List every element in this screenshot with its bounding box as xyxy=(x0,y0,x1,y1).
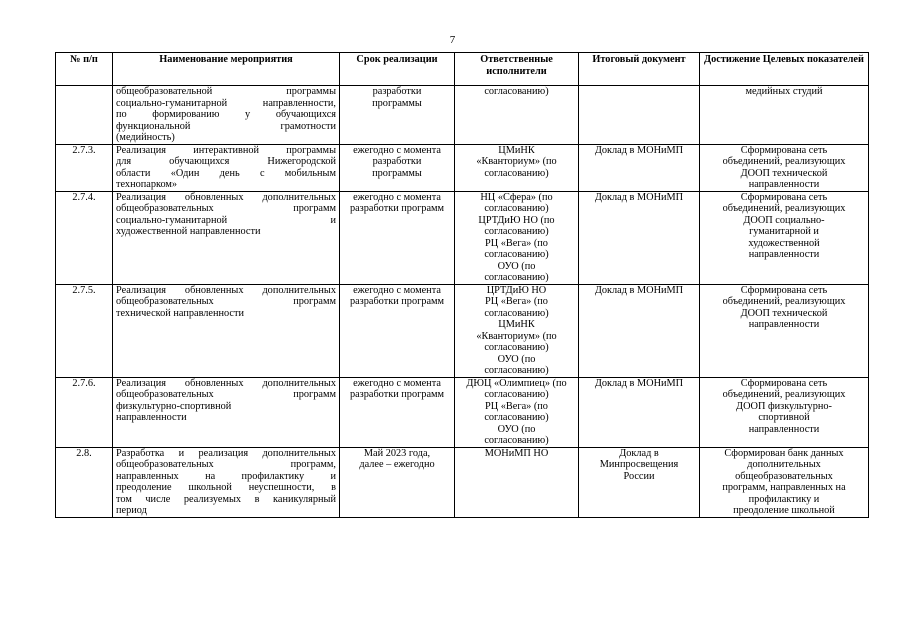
cell-text-line: России xyxy=(623,470,655,482)
table-row xyxy=(56,447,869,517)
cell-text-line: общеобразовательных программ xyxy=(116,203,336,214)
cell-text-line: направленности xyxy=(748,423,820,435)
page-number: 7 xyxy=(449,34,456,46)
cell-text-line: направленности xyxy=(748,249,820,260)
cell-executors xyxy=(455,191,579,284)
cell-text-line: объединений, реализующих xyxy=(722,389,846,400)
cell-term xyxy=(340,284,455,377)
cell-text-line: разработки программ xyxy=(349,389,445,400)
cell-text-line: согласованию) xyxy=(484,226,549,237)
cell-text-line: ежегодно с момента xyxy=(353,144,441,156)
cell-text-line: ОУО (по xyxy=(497,353,536,365)
cell-text-line: социально-гуманитарной направленности, xyxy=(116,97,336,109)
cell-targets xyxy=(700,284,869,377)
cell-text-line: согласованию) xyxy=(484,342,549,353)
table-row xyxy=(56,284,869,377)
cell-text-line: технической направленности xyxy=(116,307,245,319)
cell-text-line: ДООП технической xyxy=(740,307,828,319)
cell-text-line: программы xyxy=(372,167,422,179)
cell-text-line: ДЮЦ «Олимпиец» (по xyxy=(466,377,567,389)
cell-document xyxy=(579,86,700,145)
cell-number: 2.7.6. xyxy=(56,377,113,447)
cell-text-line: разработки xyxy=(372,86,422,97)
cell-text-line: период xyxy=(116,505,147,516)
cell-name xyxy=(113,191,340,284)
header-term: Срок реализации xyxy=(340,53,455,86)
cell-text-line: ежегодно с момента xyxy=(353,284,441,296)
cell-executors xyxy=(455,86,579,145)
cell-text-line: Реализация интерактивной программы xyxy=(116,144,336,156)
cell-text-line: ДООП физкультурно- xyxy=(736,400,832,412)
cell-text-line: ОУО (по xyxy=(497,260,536,272)
cell-text-line: согласованию) xyxy=(484,86,549,97)
cell-executors xyxy=(455,377,579,447)
cell-targets xyxy=(700,377,869,447)
table-row xyxy=(56,191,869,284)
cell-text-line: спортивной xyxy=(758,412,810,423)
table-body xyxy=(56,86,869,518)
cell-text-line: преодоление школьной xyxy=(733,505,835,516)
table-row xyxy=(56,86,869,145)
cell-text-line: Реализация обновленных дополнительных xyxy=(116,377,336,389)
cell-text-line: Реализация обновленных дополнительных xyxy=(116,191,336,203)
cell-text-line: Сформирована сеть xyxy=(740,284,828,296)
cell-text-line: разработки xyxy=(372,156,422,167)
cell-number xyxy=(56,86,113,145)
header-number: № п/п xyxy=(56,53,113,86)
table-row xyxy=(56,377,869,447)
cell-text-line: ежегодно с момента xyxy=(353,377,441,389)
cell-text-line: «Кванториум» (по xyxy=(476,330,557,342)
cell-text-line: согласованию) xyxy=(484,272,549,283)
header-targets: Достижение Целевых показателей xyxy=(700,53,869,86)
cell-text-line: согласованию) xyxy=(484,249,549,260)
cell-text-line: социально-гуманитарной и xyxy=(116,214,336,226)
cell-text-line: общеобразовательных программ xyxy=(116,296,336,307)
header-executors: Ответственные исполнители xyxy=(455,53,579,86)
cell-text-line: физкультурно-спортивной xyxy=(116,400,232,412)
cell-text-line: технопарком» xyxy=(116,179,178,190)
cell-text-line: Доклад в МОНиМП xyxy=(594,191,684,203)
cell-name xyxy=(113,86,340,145)
cell-text-line: дополнительных xyxy=(747,459,821,470)
cell-number: 2.7.4. xyxy=(56,191,113,284)
cell-term xyxy=(340,86,455,145)
cell-text-line: далее – ежегодно xyxy=(359,459,435,470)
cell-document xyxy=(579,284,700,377)
cell-text-line: «Кванториум» (по xyxy=(476,156,557,167)
cell-text-line: ОУО (по xyxy=(497,423,536,435)
cell-text-line: Сформирован банк данных xyxy=(724,447,844,459)
cell-text-line: области «Один день с мобильным xyxy=(116,167,336,179)
cell-text-line: Доклад в МОНиМП xyxy=(594,284,684,296)
cell-text-line: программы xyxy=(372,97,422,109)
cell-text-line: объединений, реализующих xyxy=(722,296,846,307)
cell-document xyxy=(579,144,700,191)
cell-name xyxy=(113,447,340,517)
cell-text-line: художественной xyxy=(748,237,820,249)
cell-text-line: НЦ «Сфера» (по xyxy=(480,191,553,203)
cell-text-line: ДООП социально- xyxy=(743,214,825,226)
cell-text-line: направленности xyxy=(748,179,820,190)
cell-targets xyxy=(700,447,869,517)
cell-text-line: преодоление школьной неуспешности, в xyxy=(116,482,336,493)
cell-text-line: согласованию) xyxy=(484,203,549,214)
cell-text-line: направленности xyxy=(748,319,820,330)
cell-text-line: Сформирована сеть xyxy=(740,144,828,156)
cell-text-line: Май 2023 года, xyxy=(363,447,431,459)
cell-text-line: ДООП технической xyxy=(740,167,828,179)
cell-document xyxy=(579,447,700,517)
cell-text-line: Доклад в xyxy=(619,447,659,459)
table-header-row xyxy=(56,53,869,86)
cell-text-line: Сформирована сеть xyxy=(740,377,828,389)
cell-text-line: Доклад в МОНиМП xyxy=(594,377,684,389)
cell-text-line: согласованию) xyxy=(484,389,549,400)
cell-text-line: Доклад в МОНиМП xyxy=(594,144,684,156)
cell-text-line: Сформирована сеть xyxy=(740,191,828,203)
cell-targets xyxy=(700,144,869,191)
cell-text-line: ЦРТДиЮ НО (по xyxy=(478,214,555,226)
cell-number: 2.7.3. xyxy=(56,144,113,191)
cell-text-line: согласованию) xyxy=(484,307,549,319)
cell-text-line: согласованию) xyxy=(484,167,549,179)
cell-text-line: общеобразовательных программ, xyxy=(116,459,336,470)
cell-text-line: МОНиМП НО xyxy=(484,447,549,459)
cell-text-line: профилактику и xyxy=(748,493,820,505)
cell-text-line: том числе реализуемых в каникулярный xyxy=(116,493,336,505)
cell-text-line: художественной направленности xyxy=(116,226,261,237)
cell-text-line: для обучающихся Нижегородской xyxy=(116,156,336,167)
cell-term xyxy=(340,377,455,447)
cell-text-line: Разработка и реализация дополнительных xyxy=(116,447,336,459)
cell-text-line: разработки программ xyxy=(349,296,445,307)
table-row xyxy=(56,144,869,191)
cell-text-line: направленных на профилактику и xyxy=(116,470,336,482)
cell-text-line: разработки программ xyxy=(349,203,445,214)
cell-text-line: Реализация обновленных дополнительных xyxy=(116,284,336,296)
cell-targets xyxy=(700,86,869,145)
cell-text-line: согласованию) xyxy=(484,365,549,376)
cell-text-line: общеобразовательной программы xyxy=(116,86,336,97)
activities-table xyxy=(55,52,869,518)
cell-text-line: ЦРТДиЮ НО xyxy=(486,284,547,296)
cell-text-line: направленности xyxy=(116,412,187,423)
cell-executors xyxy=(455,144,579,191)
cell-text-line: согласованию) xyxy=(484,412,549,423)
cell-term xyxy=(340,191,455,284)
cell-term xyxy=(340,447,455,517)
cell-text-line: РЦ «Вега» (по xyxy=(485,400,548,412)
cell-executors xyxy=(455,447,579,517)
cell-text-line: РЦ «Вега» (по xyxy=(485,296,548,307)
cell-name xyxy=(113,144,340,191)
cell-text-line: гуманитарной и xyxy=(749,226,819,237)
cell-text-line: (медийность) xyxy=(116,132,175,143)
cell-document xyxy=(579,191,700,284)
cell-text-line: ЦМиНК xyxy=(498,144,535,156)
cell-text-line: ЦМиНК xyxy=(498,319,535,330)
cell-text-line: объединений, реализующих xyxy=(722,156,846,167)
cell-term xyxy=(340,144,455,191)
cell-text-line: ежегодно с момента xyxy=(353,191,441,203)
cell-text-line: программ, направленных на xyxy=(722,482,846,493)
cell-text-line: РЦ «Вега» (по xyxy=(485,237,548,249)
cell-text-line: по формированию у обучающихся xyxy=(116,109,336,120)
cell-text-line: согласованию) xyxy=(484,435,549,446)
header-name: Наименование мероприятия xyxy=(113,53,340,86)
cell-text-line: Минпросвещения xyxy=(599,459,679,470)
cell-text-line: функциональной грамотности xyxy=(116,120,336,132)
cell-number: 2.7.5. xyxy=(56,284,113,377)
cell-executors xyxy=(455,284,579,377)
cell-name xyxy=(113,377,340,447)
cell-text-line: общеобразовательных xyxy=(735,470,833,482)
cell-name xyxy=(113,284,340,377)
cell-document xyxy=(579,377,700,447)
cell-text-line: объединений, реализующих xyxy=(722,203,846,214)
cell-targets xyxy=(700,191,869,284)
cell-text-line: общеобразовательных программ xyxy=(116,389,336,400)
cell-text-line: медийных студий xyxy=(745,86,823,97)
header-document: Итоговый документ xyxy=(579,53,700,86)
cell-number: 2.8. xyxy=(56,447,113,517)
